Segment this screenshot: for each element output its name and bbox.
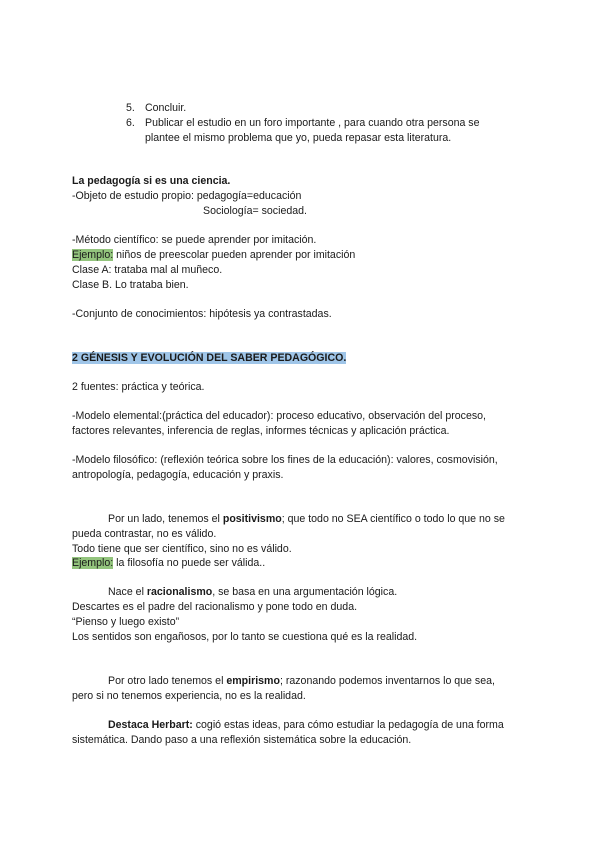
ejemplo-highlight-2: Ejemplo: [72,557,114,569]
modelo-filosofico-line-1: -Modelo filosófico: (reflexión teórica sobre los fines de la educación): valores, cosmovisión, [72,454,498,466]
list-item-6-text-line1: Publicar el estudio en un foro importante , para cuando otra persona se [145,117,480,129]
list-item-5-text: Concluir. [145,102,187,114]
list-item-6-text-line2: plantee el mismo problema que yo, pueda repasar esta literatura. [145,132,452,144]
sentidos-line: Los sentidos son engañosos, por lo tanto se cuestiona qué es la realidad. [72,631,418,643]
modelo-elemental-line-1: -Modelo elemental:(práctica del educador): proceso educativo, observación del proceso, [72,410,486,422]
metodo-line: -Método científico: se puede aprender por imitación. [72,234,317,246]
herbart-line-2: sistemática. Dando paso a una reflexión sistemática sobre la educación. [72,734,412,746]
modelo-filosofico-line-2: antropología, pedagogía, educación y praxis. [72,469,284,481]
positivismo-bold: positivismo [222,513,282,525]
empirismo-bold: empirismo [226,675,280,687]
ejemplo-text-2: la filosofía no puede ser válida.. [113,557,266,569]
ejemplo-line-1 [72,248,355,262]
clase-b-line: Clase B. Lo trataba bien. [72,279,189,291]
racionalismo-line-1 [108,585,397,599]
conjunto-line: -Conjunto de conocimientos: hipótesis ya contrastadas. [72,308,332,320]
objeto-line-1: -Objeto de estudio propio: pedagogía=educación [72,190,302,202]
empirismo-post: ; razonando podemos inventarnos lo que sea, [279,675,495,687]
empirismo-pre: Por otro lado tenemos el [108,675,227,687]
empirismo-line-1 [108,674,495,688]
racionalismo-post: , se basa en una argumentación lógica. [212,586,398,598]
positivismo-post: ; que todo no SEA científico o todo lo que no se [281,513,505,525]
heading-highlight: 2 GÉNESIS Y EVOLUCIÓN DEL SABER PEDAGÓGICO. [72,352,347,364]
fuentes-line: 2 fuentes: práctica y teórica. [72,381,205,393]
positivismo-line-1 [108,512,505,526]
positivismo-line-2: pueda contrastar, no es válido. [72,528,217,540]
list-number-6: 6. [126,117,135,129]
positivismo-pre: Por un lado, tenemos el [108,513,223,525]
positivismo-line-3: Todo tiene que ser científico, sino no es válido. [72,543,292,555]
modelo-elemental-line-2: factores relevantes, inferencia de reglas, informes técnicas y aplicación práctica. [72,425,450,437]
herbart-line-1 [108,718,504,732]
pienso-line: “Pienso y luego existo” [72,616,180,628]
ejemplo-line-2 [72,556,265,570]
clase-a-line: Clase A: trataba mal al muñeco. [72,264,223,276]
racionalismo-bold: racionalismo [146,586,213,598]
objeto-line-2: Sociología= sociedad. [203,205,307,217]
herbart-bold: Destaca Herbart: [108,719,193,731]
ejemplo-highlight-1: Ejemplo: [72,249,114,261]
empirismo-line-2: pero si no tenemos experiencia, no es la realidad. [72,690,306,702]
ejemplo-text-1: niños de preescolar pueden aprender por imitación [113,249,356,261]
herbart-post: cogió estas ideas, para cómo estudiar la pedagogía de una forma [192,719,504,731]
section-title-pedagogia: La pedagogía si es una ciencia. [72,175,231,187]
list-number-5: 5. [126,102,135,114]
racionalismo-pre: Nace el [108,586,147,598]
section-heading-genesis [72,351,346,365]
descartes-line: Descartes es el padre del racionalismo y pone todo en duda. [72,601,358,613]
